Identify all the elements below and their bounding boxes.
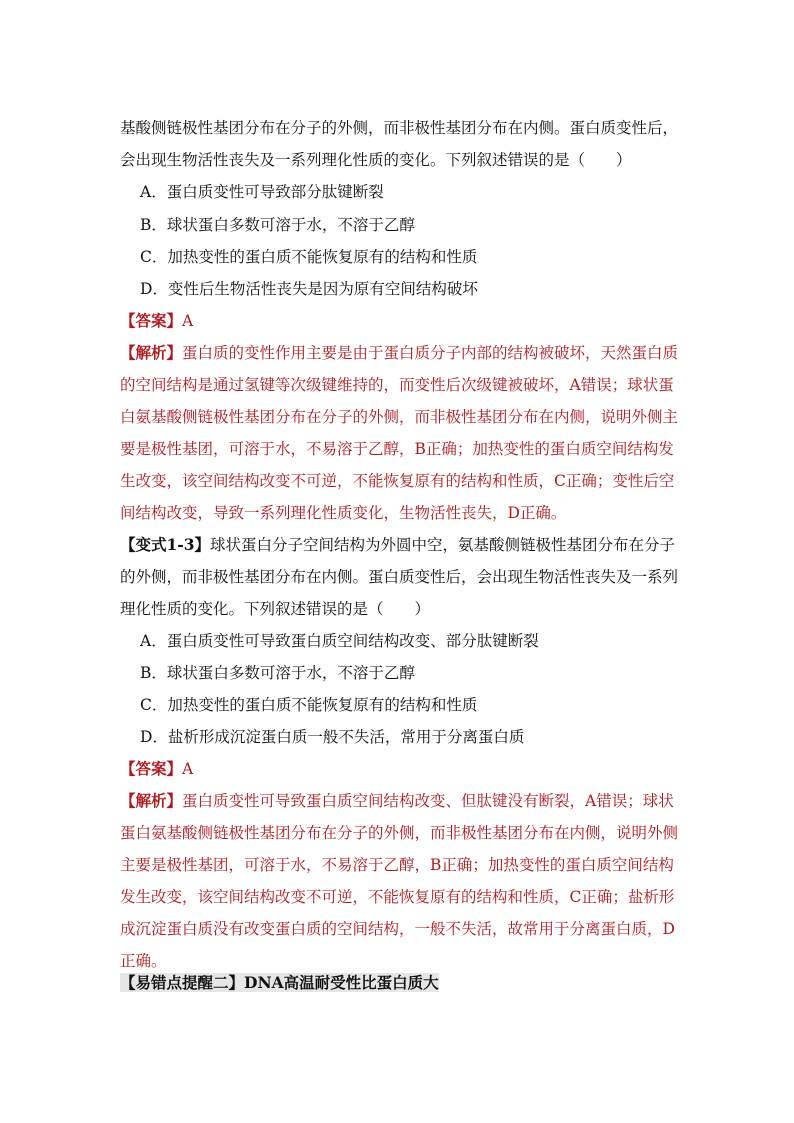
- q1-answer-value: A: [182, 312, 194, 330]
- tip-label: 【易错点提醒二】: [120, 973, 245, 992]
- q1-option-a: A．蛋白质变性可导致部分肽键断裂: [140, 183, 384, 201]
- q1-option-b: B．球状蛋白多数可溶于水，不溶于乙醇: [140, 216, 415, 234]
- q2-answer-label: 【答案】: [120, 759, 183, 778]
- q1-analysis-line-1: [120, 343, 678, 363]
- tip-text: DNA高温耐受性比蛋白质大: [244, 973, 439, 992]
- q2-analysis-line-5: 成沉淀蛋白质没有改变蛋白质的空间结构，一般不失活，故常用于分离蛋白质，D: [120, 920, 675, 938]
- q2-stem-text-1: 球状蛋白分子空间结构为外圆中空，氨基酸侧链极性基团分布在分子: [210, 536, 676, 554]
- q1-analysis-line-3: 白氨基酸侧链极性基团分布在分子的外侧，而非极性基团分布在内侧，说明外侧主: [120, 408, 679, 426]
- q2-answer-value: A: [182, 760, 194, 778]
- q2-answer: [120, 759, 193, 779]
- q2-option-d: D．盐析形成沉淀蛋白质一般不失活，常用于分离蛋白质: [140, 728, 525, 746]
- q2-analysis-label: 【解析】: [120, 791, 183, 810]
- q2-option-b: B．球状蛋白多数可溶于水，不溶于乙醇: [140, 664, 415, 682]
- q1-option-c: C．加热变性的蛋白质不能恢复原有的结构和性质: [140, 248, 478, 266]
- q1-option-d: D．变性后生物活性丧失是因为原有空间结构破坏: [140, 280, 478, 298]
- q2-analysis-line-1: [120, 791, 674, 811]
- q1-analysis-text-1: 蛋白质的变性作用主要是由于蛋白质分子内部的结构被破坏，天然蛋白质: [182, 344, 679, 362]
- q1-answer: [120, 311, 193, 331]
- q2-option-c: C．加热变性的蛋白质不能恢复原有的结构和性质: [140, 696, 478, 714]
- q2-analysis-text-1: 蛋白质变性可导致蛋白质空间结构改变、但肽键没有断裂，A错误；球状: [182, 792, 674, 810]
- q2-analysis-line-3: 主要是极性基团，可溶于水，不易溶于乙醇，B正确；加热变性的蛋白质空间结构: [120, 856, 674, 874]
- q1-analysis-line-4: 要是极性基团，可溶于水，不易溶于乙醇，B正确；加热变性的蛋白质空间结构发: [120, 440, 674, 458]
- q2-analysis-line-4: 发生改变，该空间结构改变不可逆，不能恢复原有的结构和性质，C正确；盐析形: [120, 888, 675, 906]
- q2-label: 【变式1-3】: [120, 535, 211, 554]
- q2-option-a: A．蛋白质变性可导致蛋白质空间结构改变、部分肽键断裂: [140, 632, 539, 650]
- q2-stem-line-2: 的外侧，而非极性基团分布在内侧。蛋白质变性后，会出现生物活性丧失及一系列: [120, 568, 679, 586]
- q1-analysis-line-6: 间结构改变，导致一系列理化性质变化，生物活性丧失，D正确。: [120, 504, 567, 522]
- q1-answer-label: 【答案】: [120, 311, 183, 330]
- q1-stem-line-1: 基酸侧链极性基团分布在分子的外侧，而非极性基团分布在内侧。蛋白质变性后，: [120, 119, 679, 137]
- q1-analysis-label: 【解析】: [120, 343, 183, 362]
- q1-stem-line-2: 会出现生物活性丧失及一系列理化性质的变化。下列叙述错误的是（ ）: [120, 151, 632, 169]
- q2-stem-line-1: [120, 535, 675, 555]
- q1-analysis-line-5: 生改变，该空间结构改变不可逆，不能恢复原有的结构和性质，C正确；变性后空: [120, 472, 675, 490]
- tip-heading: [120, 973, 439, 993]
- q1-analysis-line-2: 的空间结构是通过氢键等次级键维持的，而变性后次级键被破坏，A错误；球状蛋: [120, 376, 674, 394]
- q2-analysis-line-2: 蛋白氨基酸侧链极性基团分布在分子的外侧，而非极性基团分布在内侧，说明外侧: [120, 824, 679, 842]
- q2-analysis-line-6: 正确。: [120, 952, 167, 970]
- q2-stem-line-3: 理化性质的变化。下列叙述错误的是（ ）: [120, 600, 431, 618]
